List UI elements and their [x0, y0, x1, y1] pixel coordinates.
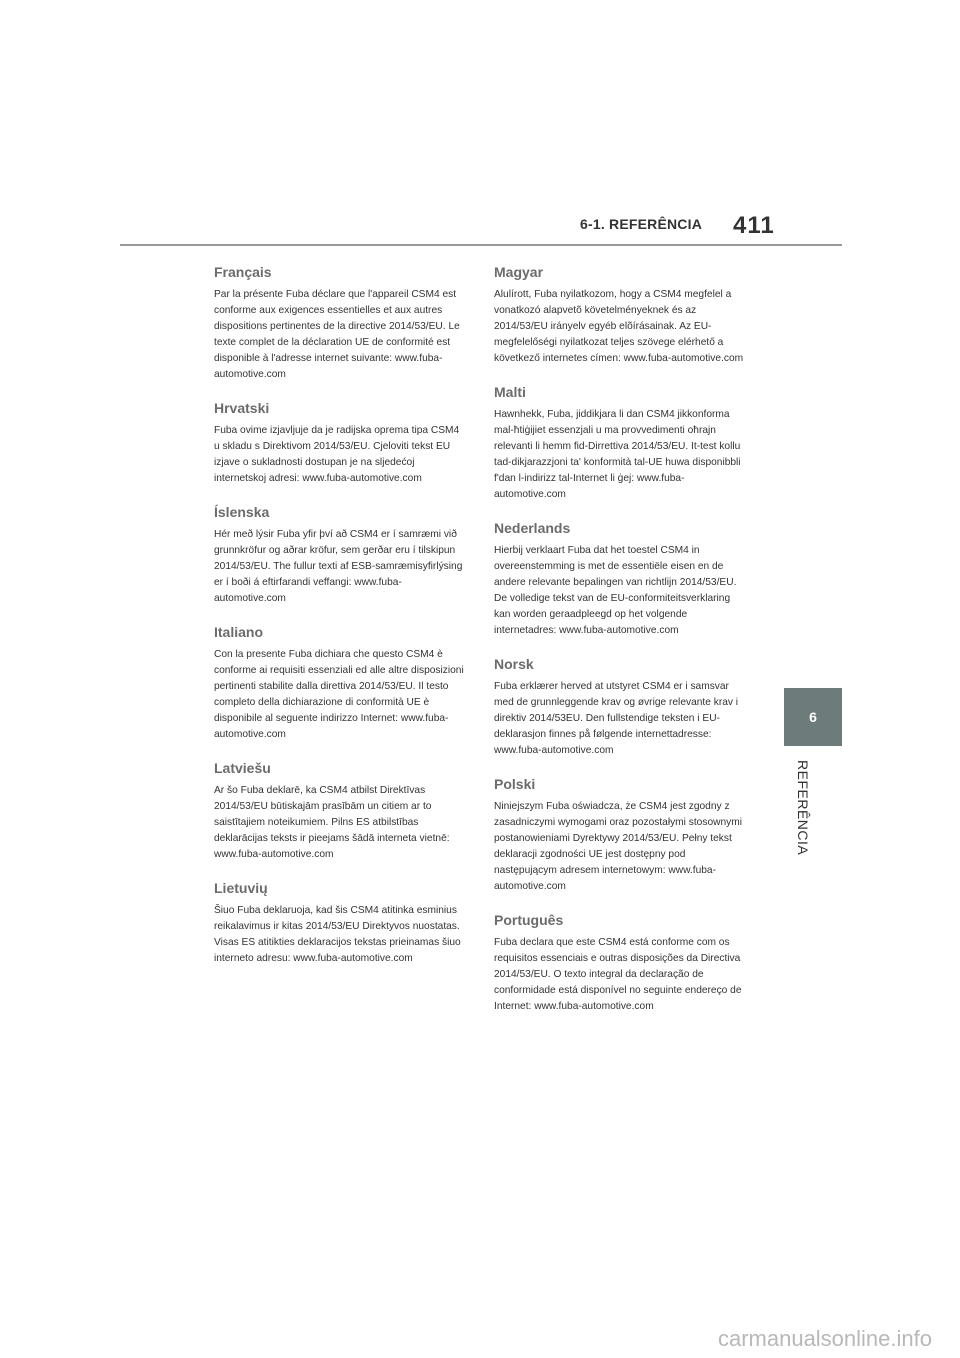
section-heading: Malti — [494, 384, 526, 400]
section-heading: Polski — [494, 776, 536, 792]
section-heading: Italiano — [214, 624, 264, 640]
language-section-it — [214, 623, 466, 743]
page-number: 411 — [733, 212, 775, 239]
section-body: Ar šo Fuba deklarē, ka CSM4 atbilst Direktīvas 2014/53/EU būtiskajām prasībām un citiem ar to saistītajiem noteikumiem. Pilns ES atbilstības deklarācijas teksts ir pieejams šādā interneta vietnē: www.fuba-automotive.com — [214, 785, 450, 860]
left-column — [214, 263, 466, 983]
section-heading: Lietuvių — [214, 880, 268, 896]
section-heading: Français — [214, 264, 272, 280]
section-body: Fuba ovime izjavljuje da je radijska oprema tipa CSM4 u skladu s Direktivom 2014/53/EU. Cjeloviti tekst EU izjave o sukladnosti dostupan je na sljedećoj internetskoj adresi: www.fuba-automotive.com — [214, 425, 460, 484]
section-heading: Latviešu — [214, 760, 271, 776]
language-section-lt — [214, 879, 466, 967]
language-section-hr — [214, 399, 466, 487]
language-section-hu — [494, 263, 746, 367]
section-body: Hierbij verklaart Fuba dat het toestel CSM4 in overeenstemming is met de essentiële eisen en de andere relevante bepalingen van richtlijn 2014/53/EU. De volledige tekst van de EU-conformiteitsverklaring kan worden geraadpleegd op het volgende internetadres: www.fuba-automotive.com — [494, 545, 737, 636]
language-section-is — [214, 503, 466, 607]
section-body: Fuba declara que este CSM4 está conforme com os requisitos essenciais e outras disposições da Directiva 2014/53/EU. O texto integral da declaração de conformidade está disponível no seguinte endereço de Internet: www.fuba-automotive.com — [494, 937, 742, 1012]
section-title: 6-1. REFERÊNCIA — [580, 216, 703, 232]
section-body: Niniejszym Fuba oświadcza, że CSM4 jest zgodny z zasadniczymi wymogami oraz pozostałymi stosownymi postanowieniami Dyrektywy 2014/53/EU. Pełny tekst deklaracji zgodności UE jest dostępny pod następującym adresem internetowym: www.fuba-automotive.com — [494, 801, 742, 892]
watermark: carmanualsonline.info — [717, 1326, 932, 1351]
section-heading: Português — [494, 912, 564, 928]
language-section-no — [494, 655, 746, 759]
language-section-pt — [494, 911, 746, 1015]
section-heading: Íslenska — [214, 504, 270, 520]
section-body: Hawnhekk, Fuba, jiddikjara li dan CSM4 jikkonforma mal-ħtiġijiet essenzjali u ma provvedimenti oħrajn relevanti li hemm fid-Dirrettiva 2014/53/EU. It-test kollu tad-dikjarazzjoni ta' konformità tal-UE huwa disponibbli f'dan l-indirizz tal-Internet li ġej: www.fuba-automotive.com — [494, 409, 741, 500]
language-section-nl — [494, 519, 746, 639]
section-heading: Norsk — [494, 656, 534, 672]
right-column — [494, 263, 746, 1031]
section-heading: Hrvatski — [214, 400, 270, 416]
language-section-lv — [214, 759, 466, 863]
header-divider — [120, 244, 842, 246]
section-body: Šiuo Fuba deklaruoja, kad šis CSM4 atitinka esminius reikalavimus ir kitas 2014/53/EU Direktyvos nuostatas. Visas ES atitikties deklaracijos tekstas prieinamas šiuo interneto adresu: www.fuba-automotive.com — [214, 905, 461, 964]
language-section-fr — [214, 263, 466, 383]
section-body: Alulírott, Fuba nyilatkozom, hogy a CSM4 megfelel a vonatkozó alapvetõ követelményeknek és az 2014/53/EU irányelv egyéb elõírásainak. Az EU-megfelelőségi nyilatkozat teljes szövege elérhető a következő internetes címen: www.fuba-automotive.com — [494, 289, 744, 364]
chapter-number-tab: 6 — [784, 688, 842, 746]
section-body: Hér með lýsir Fuba yfir því að CSM4 er í samræmi við grunnkröfur og aðrar kröfur, sem gerðar eru í tilskipun 2014/53/EU. The fullur texti af ESB-samræmisyfirlýsing er í boði á eftirfarandi veffangi: www.fuba-automotive.com — [214, 529, 463, 604]
section-body: Par la présente Fuba déclare que l'appareil CSM4 est conforme aux exigences essentielles et aux autres dispositions pertinentes de la directive 2014/53/EU. Le texte complet de la déclaration UE de conformité est disponible à l'adresse internet suivante: www.fuba-automotive.com — [214, 289, 460, 380]
language-section-mt — [494, 383, 746, 503]
section-body: Con la presente Fuba dichiara che questo CSM4 è conforme ai requisiti essenziali ed alle altre disposizioni pertinenti stabilite dalla direttiva 2014/53/EU. Il testo completo della dichiarazione di conformità UE è disponibile al seguente indirizzo Internet: www.fuba-automotive.com — [214, 649, 464, 740]
section-body: Fuba erklærer herved at utstyret CSM4 er i samsvar med de grunnleggende krav og øvrige relevante krav i direktiv 2014/53EU. Den fullstendige teksten i EU-deklarasjon finnes på følgende internettadresse: www.fuba-automotive.com — [494, 681, 739, 756]
section-heading: Magyar — [494, 264, 544, 280]
chapter-label: REFERÊNCIA — [795, 760, 811, 856]
language-section-pl — [494, 775, 746, 895]
section-heading: Nederlands — [494, 520, 571, 536]
